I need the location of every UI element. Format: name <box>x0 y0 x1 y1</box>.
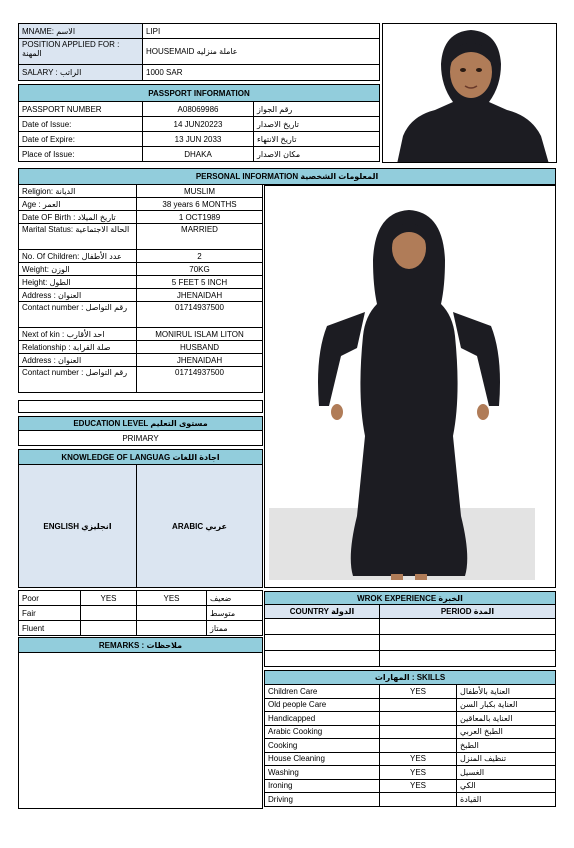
personal-row-value: MARRIED <box>136 223 263 250</box>
personal-row-label: Weight: الوزن <box>18 262 137 276</box>
skill-row-label: Arabic Cooking <box>264 725 380 740</box>
language-level-arabic <box>136 605 207 621</box>
skill-row-label: Handicapped <box>264 711 380 726</box>
skill-row-value: YES <box>379 684 457 699</box>
passport-row-value: A08069986 <box>142 101 254 117</box>
passport-row-arabic: رقم الجواز <box>253 101 380 117</box>
passport-row-arabic: مكان الاصدار <box>253 146 380 162</box>
personal-row-value: 70KG <box>136 262 263 276</box>
skill-row-arabic: العناية بالمعاقين <box>456 711 556 726</box>
person-full-body-icon <box>265 186 556 588</box>
passport-row-value: 14 JUN20223 <box>142 116 254 132</box>
personal-row-value: MONIRUL ISLAM LITON <box>136 327 263 341</box>
name-label: MNAME: الاسم <box>18 23 143 39</box>
skill-row-label: Driving <box>264 792 380 807</box>
education-value: PRIMARY <box>18 430 263 446</box>
english-language-cell: ENGLISH انجليزي <box>18 464 137 588</box>
period-column-header: PERIOD المدة <box>379 604 556 619</box>
passport-row-arabic: تاريخ الانتهاء <box>253 131 380 147</box>
skill-row-arabic: العناية بالأطفال <box>456 684 556 699</box>
personal-row-value: HUSBAND <box>136 340 263 354</box>
personal-row-label: Date OF Birth : تاريخ الميلاد <box>18 210 137 224</box>
personal-row-value: 5 FEET 5 INCH <box>136 275 263 289</box>
passport-header: PASSPORT INFORMATION <box>18 84 380 102</box>
language-level-arabic: YES <box>136 590 207 606</box>
skill-row-label: Washing <box>264 765 380 780</box>
skill-row-arabic: العناية بكبار السن <box>456 698 556 713</box>
personal-row-value: 38 years 6 MONTHS <box>136 197 263 211</box>
experience-header: WROK EXPERIENCE الخبرة <box>264 591 556 605</box>
position-label: POSITION APPLIED FOR : المهنة <box>18 38 143 65</box>
personal-row-label: Relationship : صلة القرابة <box>18 340 137 354</box>
personal-row-value: 2 <box>136 249 263 263</box>
languages-header: KNOWLEDGE OF LANGUAG اجادة اللغات <box>18 449 263 465</box>
skill-row-label: Children Care <box>264 684 380 699</box>
personal-row-label: Contact number : رقم التواصل <box>18 366 137 393</box>
passport-row-label: Date of Expire: <box>18 131 143 147</box>
experience-period-cell <box>379 634 556 651</box>
skill-row-value <box>379 792 457 807</box>
headshot-photo <box>382 23 557 163</box>
skill-row-arabic: الطبخ العربي <box>456 725 556 740</box>
language-level-label: Fluent <box>18 620 81 636</box>
personal-row-label: Age : العمر <box>18 197 137 211</box>
passport-row-label: PASSPORT NUMBER <box>18 101 143 117</box>
personal-row-label: Religion: الديانة <box>18 184 137 198</box>
skill-row-label: House Cleaning <box>264 752 380 767</box>
experience-country-cell <box>264 634 380 651</box>
personal-row-value: MUSLIM <box>136 184 263 198</box>
personal-row-value: 01714937500 <box>136 301 263 328</box>
person-headshot-icon <box>383 24 557 163</box>
skill-row-value <box>379 711 457 726</box>
skill-row-value: YES <box>379 752 457 767</box>
personal-blank-row <box>18 400 263 413</box>
personal-row-value: JHENAIDAH <box>136 353 263 367</box>
salary-value: 1000 SAR <box>142 64 380 81</box>
skill-row-arabic: الكي <box>456 779 556 794</box>
passport-row-label: Place of Issue: <box>18 146 143 162</box>
personal-row-label: Address : العنوان <box>18 353 137 367</box>
skill-row-arabic: القيادة <box>456 792 556 807</box>
skill-row-value <box>379 738 457 753</box>
skill-row-label: Old people Care <box>264 698 380 713</box>
personal-row-label: Address : العنوان <box>18 288 137 302</box>
education-header: EDUCATION LEVEL مستوى التعليم <box>18 416 263 431</box>
language-level-arabic-label: ضعيف <box>206 590 263 606</box>
personal-row-label: Height: الطول <box>18 275 137 289</box>
language-level-english <box>80 605 137 621</box>
personal-row-label: Next of kin : احد الأقارب <box>18 327 137 341</box>
language-level-arabic-label: متوسط <box>206 605 263 621</box>
experience-country-cell <box>264 650 380 667</box>
personal-row-value: JHENAIDAH <box>136 288 263 302</box>
language-level-label: Poor <box>18 590 81 606</box>
arabic-language-cell: ARABIC عربي <box>136 464 263 588</box>
passport-row-value: 13 JUN 2033 <box>142 131 254 147</box>
passport-row-arabic: تاريخ الاصدار <box>253 116 380 132</box>
language-level-arabic-label: ممتاز <box>206 620 263 636</box>
position-value: HOUSEMAID عاملة منزليه <box>142 38 380 65</box>
experience-country-cell <box>264 618 380 635</box>
skill-row-arabic: الغسيل <box>456 765 556 780</box>
skill-row-label: Cooking <box>264 738 380 753</box>
full-body-photo <box>264 185 556 588</box>
personal-row-label: No. Of Children: عدد الأطفال <box>18 249 137 263</box>
name-value: LIPI <box>142 23 380 39</box>
language-level-english <box>80 620 137 636</box>
language-level-english: YES <box>80 590 137 606</box>
skill-row-value <box>379 698 457 713</box>
language-level-arabic <box>136 620 207 636</box>
skills-header: المهارات : SKILLS <box>264 670 556 685</box>
passport-row-label: Date of Issue: <box>18 116 143 132</box>
skill-row-label: Ironing <box>264 779 380 794</box>
skill-row-arabic: الطبخ <box>456 738 556 753</box>
skill-row-value <box>379 725 457 740</box>
skill-row-value: YES <box>379 765 457 780</box>
personal-row-value: 1 OCT1989 <box>136 210 263 224</box>
language-level-label: Fair <box>18 605 81 621</box>
salary-label: SALARY : الراتب <box>18 64 143 81</box>
remarks-area <box>18 652 263 809</box>
personal-row-label: Contact number : رقم التواصل <box>18 301 137 328</box>
experience-period-cell <box>379 650 556 667</box>
passport-row-value: DHAKA <box>142 146 254 162</box>
personal-row-value: 01714937500 <box>136 366 263 393</box>
experience-period-cell <box>379 618 556 635</box>
personal-header: PERSONAL INFORMATION المعلومات الشخصية <box>18 168 556 185</box>
remarks-header: REMARKS : ملاحظات <box>18 637 263 653</box>
personal-row-label: Marital Status: الحالة الاجتماعية <box>18 223 137 250</box>
country-column-header: COUNTRY الدولة <box>264 604 380 619</box>
skill-row-arabic: تنظيف المنزل <box>456 752 556 767</box>
skill-row-value: YES <box>379 779 457 794</box>
